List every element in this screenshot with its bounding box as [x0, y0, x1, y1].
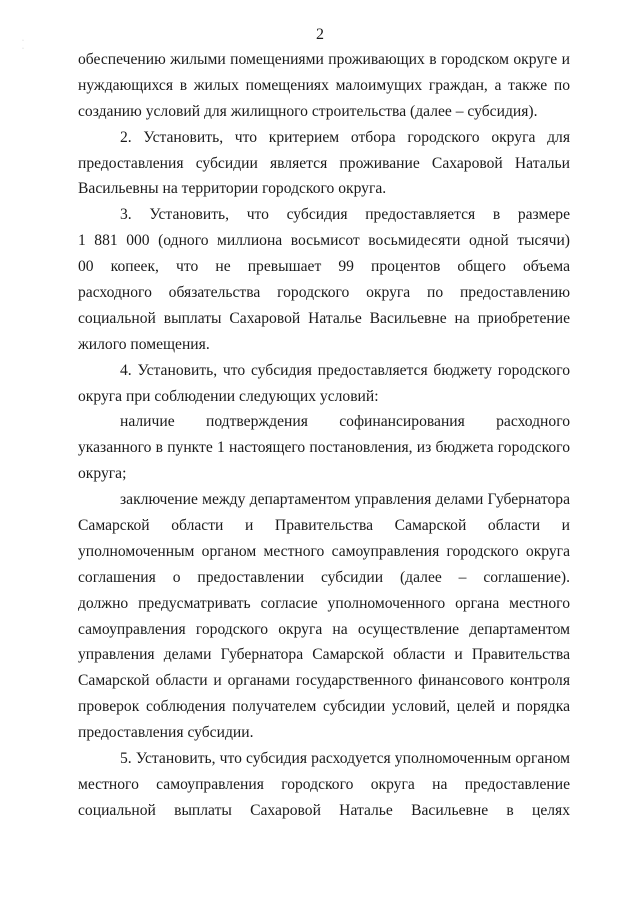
text-line: 4. Установить, что субсидия предоставляется бюджету городского: [120, 361, 570, 379]
paragraph: [78, 358, 570, 410]
paragraph: [78, 746, 570, 824]
text-line: социальной выплаты Сахаровой Наталье Васильевне на приобретение: [78, 309, 570, 327]
paragraph: [78, 487, 570, 746]
text-line: расходного обязательства городского округа по предоставлению: [78, 284, 570, 302]
page-number: 2: [316, 26, 324, 43]
margin-mark: ·: [22, 38, 24, 44]
text-line: созданию условий для жилищного строительства (далее – субсидия).: [78, 102, 538, 120]
text-line: округа;: [78, 465, 127, 483]
text-line: округа при соблюдении следующих условий:: [78, 387, 379, 405]
text-line: 00 копеек, что не превышает 99 процентов общего объема: [78, 258, 570, 276]
text-line: 3. Установить, что субсидия предоставляется в размере: [120, 206, 570, 224]
text-line: проверок соблюдения получателем субсидии условий, целей и порядка: [78, 698, 570, 716]
text-line: 2. Установить, что критерием отбора городского округа для: [120, 128, 570, 146]
text-line: должно предусматривать согласие уполномоченного органа местного: [78, 594, 570, 612]
text-line: Самарской области и Правительства Самарской области и: [78, 517, 570, 535]
margin-mark: ·: [22, 46, 24, 52]
text-line: социальной выплаты Сахаровой Наталье Васильевне в целях: [78, 801, 570, 819]
text-line: предоставления субсидии.: [78, 724, 254, 742]
text-line: указанного в пункте 1 настоящего постановления, из бюджета городского: [78, 439, 570, 457]
text-line: предоставления субсидии является проживание Сахаровой Натальи: [78, 154, 570, 172]
text-line: обеспечению жилыми помещениями проживающих в городском округе и: [78, 51, 570, 68]
paragraph: [78, 409, 570, 487]
text-line: наличие подтверждения софинансирования расходного: [120, 413, 570, 431]
document-body: [78, 47, 570, 824]
text-line: соглашения о предоставлении субсидии (далее – соглашение).: [78, 568, 570, 586]
text-line: заключение между департаментом управления делами Губернатора: [120, 491, 570, 509]
text-line: самоуправления городского округа на осуществление департаментом: [78, 620, 570, 638]
text-line: Васильевны на территории городского округа.: [78, 180, 387, 198]
text-line: нуждающихся в жилых помещениях малоимущих граждан, а также по: [78, 76, 570, 94]
text-line: управления делами Губернатора Самарской области и Правительства: [78, 646, 570, 664]
text-line: местного самоуправления городского округа на предоставление: [78, 775, 570, 793]
text-line: 1 881 000 (одного миллиона восьмисот восьмидесяти одной тысячи): [78, 232, 570, 250]
paragraph: [78, 47, 570, 125]
text-line: уполномоченным органом местного самоуправления городского округа: [78, 542, 570, 560]
paragraph: [78, 202, 570, 357]
text-line: 5. Установить, что субсидия расходуется уполномоченным органом: [120, 750, 570, 768]
text-line: жилого помещения.: [78, 335, 210, 353]
text-line: Самарской области и органами государственного финансового контроля: [78, 672, 570, 690]
paragraph: [78, 125, 570, 203]
